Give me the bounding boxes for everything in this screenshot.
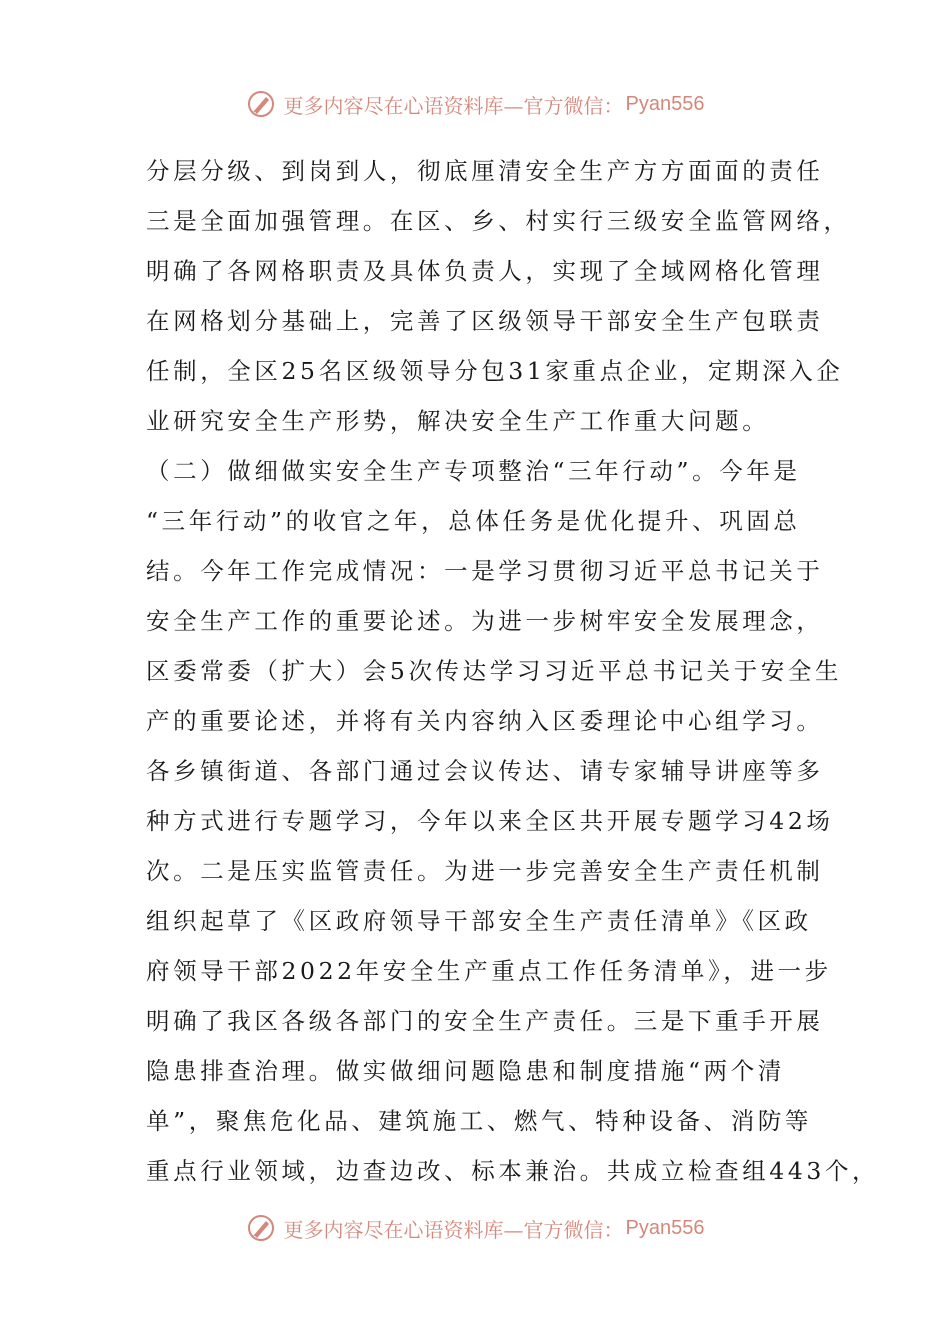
- text-line: （二）做细做实安全生产专项整治“三年行动”。今年是: [146, 457, 801, 485]
- text-line: 业研究安全生产形势，解决安全生产工作重大问题。: [146, 407, 770, 435]
- text-line: 安全生产工作的重要论述。为进一步树牢安全发展理念，: [146, 607, 824, 635]
- text-line: 各乡镇街道、各部门通过会议传达、请专家辅导讲座等多: [146, 757, 824, 785]
- text-line: 分层分级、到岗到人，彻底厘清安全生产方方面面的责任: [146, 157, 824, 185]
- text-line: 任制，全区25名区级领导分包31家重点企业，定期深入企: [146, 357, 844, 385]
- text-line: 组织起草了《区政府领导干部安全生产责任清单》《区政: [146, 907, 812, 935]
- text-line: 隐患排查治理。做实做细问题隐患和制度措施“两个清: [146, 1057, 785, 1085]
- text-line: 三是全面加强管理。在区、乡、村实行三级安全监管网络，: [146, 207, 851, 235]
- text-line: 单”，聚焦危化品、建筑施工、燃气、特种设备、消防等: [146, 1107, 813, 1135]
- text-line: 产的重要论述，并将有关内容纳入区委理论中心组学习。: [146, 707, 824, 735]
- text-line: 明确了各网格职责及具体负责人，实现了全域网格化管理: [146, 257, 824, 285]
- text-line: 在网格划分基础上，完善了区级领导干部安全生产包联责: [146, 307, 824, 335]
- text-line: 明确了我区各级各部门的安全生产责任。三是下重手开展: [146, 1007, 824, 1035]
- text-line: 结。今年工作完成情况：一是学习贯彻习近平总书记关于: [146, 557, 824, 585]
- text-line: 府领导干部2022年安全生产重点工作任务清单》，进一步: [146, 957, 832, 985]
- watermark-handle: Pyan556: [625, 92, 705, 115]
- watermark-text: 更多内容尽在心语资料库—官方微信：: [283, 93, 624, 118]
- text-line: 区委常委（扩大）会5次传达学习习近平总书记关于安全生: [146, 657, 843, 685]
- header-watermark: [0, 84, 950, 124]
- text-line: 重点行业领域，边查边改、标本兼治。共成立检查组443个，: [146, 1157, 880, 1185]
- pen-logo-icon: [246, 1213, 276, 1243]
- text-line: 种方式进行专题学习，今年以来全区共开展专题学习42场: [146, 807, 834, 835]
- document-body: [146, 146, 880, 1196]
- text-line: 次。二是压实监管责任。为进一步完善安全生产责任机制: [146, 857, 824, 885]
- text-line: “三年行动”的收官之年，总体任务是优化提升、巩固总: [146, 507, 801, 535]
- watermark-text: 更多内容尽在心语资料库—官方微信：: [283, 1217, 624, 1242]
- watermark-handle: Pyan556: [625, 1216, 705, 1239]
- pen-logo-icon: [246, 89, 276, 119]
- footer-watermark: [0, 1208, 950, 1248]
